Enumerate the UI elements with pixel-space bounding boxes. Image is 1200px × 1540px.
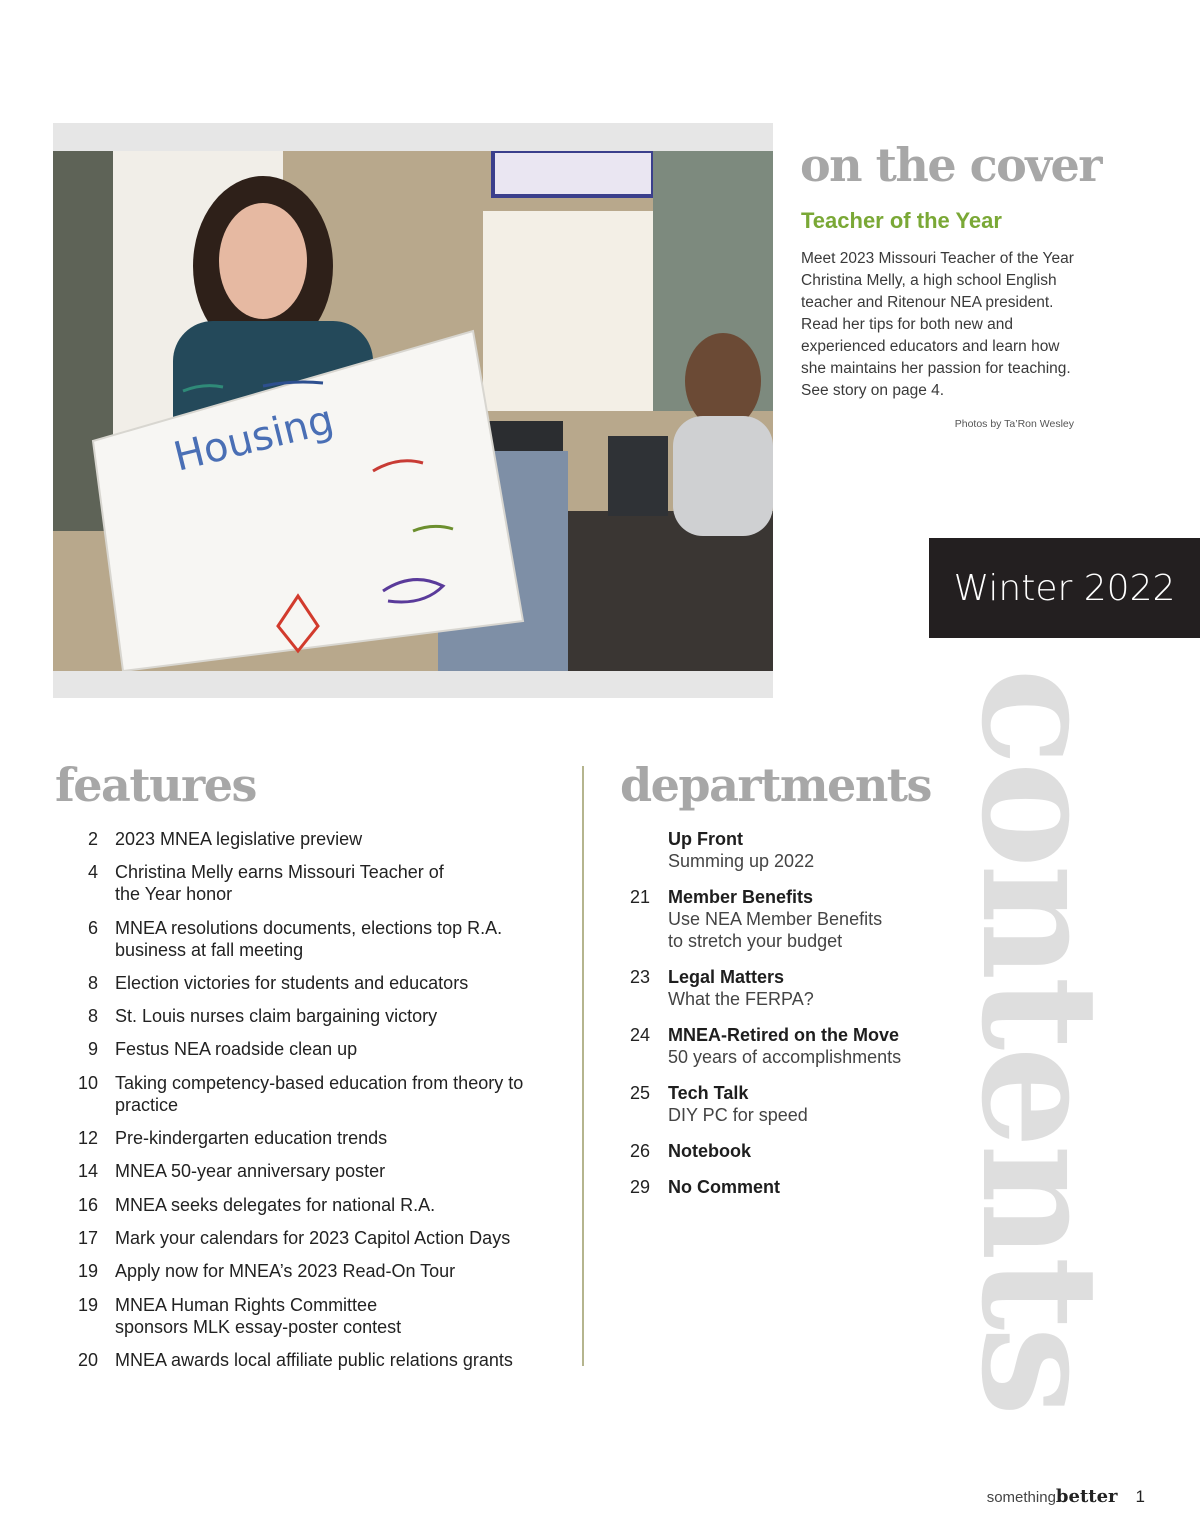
feature-page: 14 bbox=[77, 1161, 98, 1182]
feature-item[interactable] bbox=[60, 1160, 560, 1182]
department-page bbox=[612, 828, 668, 872]
cover-story-description: Meet 2023 Missouri Teacher of the Year Christina Melly, a high school English teacher and Ritenour NEA president. Read her tips for both new and experienced educators and learn how she maintains her passion for teaching. See story on page 4. bbox=[801, 250, 1074, 399]
issue-badge bbox=[929, 538, 1200, 638]
column-divider bbox=[582, 766, 584, 1366]
issue-label: Winter 2022 bbox=[953, 567, 1176, 609]
department-item[interactable] bbox=[612, 886, 922, 952]
feature-page: 6 bbox=[87, 917, 98, 938]
department-title: Legal Matters bbox=[668, 967, 785, 987]
department-page: 21 bbox=[629, 887, 650, 907]
feature-page: 19 bbox=[77, 1294, 98, 1315]
on-the-cover-heading: on the cover bbox=[800, 138, 1102, 192]
feature-item[interactable] bbox=[60, 1260, 560, 1282]
feature-item[interactable] bbox=[60, 1038, 560, 1060]
feature-title: MNEA Human Rights Committee sponsors MLK essay-poster contest bbox=[115, 1294, 402, 1337]
feature-page: 12 bbox=[77, 1128, 98, 1149]
department-description: What the FERPA? bbox=[668, 989, 814, 1009]
photo-credit: Photos by Ta’Ron Wesley bbox=[954, 418, 1074, 430]
feature-item[interactable] bbox=[60, 1349, 560, 1371]
feature-title: MNEA resolutions documents, elections top R.A. business at fall meeting bbox=[115, 917, 503, 960]
contents-word: contents bbox=[946, 668, 1134, 1413]
department-item[interactable] bbox=[612, 966, 922, 1010]
feature-item[interactable] bbox=[60, 1227, 560, 1249]
department-page: 23 bbox=[629, 967, 650, 987]
feature-page: 20 bbox=[77, 1349, 98, 1370]
department-page: 25 bbox=[629, 1083, 650, 1103]
features-list bbox=[60, 828, 560, 1382]
feature-title: Christina Melly earns Missouri Teacher of the Year honor bbox=[115, 862, 444, 905]
department-item[interactable] bbox=[612, 1140, 922, 1162]
departments-heading: departments bbox=[620, 758, 931, 812]
department-description: Summing up 2022 bbox=[668, 851, 815, 871]
department-page: 24 bbox=[629, 1025, 650, 1045]
feature-item[interactable] bbox=[60, 828, 560, 850]
department-description: DIY PC for speed bbox=[668, 1105, 808, 1125]
feature-item[interactable] bbox=[60, 1005, 560, 1027]
cover-story-title: Teacher of the Year bbox=[801, 208, 1002, 233]
department-title: No Comment bbox=[668, 1177, 780, 1197]
department-description: Use NEA Member Benefits to stretch your budget bbox=[668, 909, 883, 951]
feature-title: Apply now for MNEA’s 2023 Read-On Tour bbox=[115, 1261, 456, 1282]
feature-title: MNEA 50-year anniversary poster bbox=[115, 1161, 386, 1182]
feature-title: MNEA seeks delegates for national R.A. bbox=[115, 1194, 436, 1215]
department-title: Notebook bbox=[668, 1141, 751, 1161]
department-title: Member Benefits bbox=[668, 887, 814, 907]
departments-list bbox=[612, 828, 922, 1212]
cover-photo-frame bbox=[53, 123, 773, 698]
cover-photo-illustration bbox=[53, 151, 773, 671]
feature-page: 16 bbox=[77, 1194, 98, 1215]
department-item[interactable] bbox=[612, 828, 922, 872]
department-description: 50 years of accomplishments bbox=[668, 1047, 902, 1067]
feature-page: 19 bbox=[77, 1261, 98, 1282]
feature-title: Pre-kindergarten education trends bbox=[115, 1128, 388, 1149]
feature-title: 2023 MNEA legislative preview bbox=[115, 829, 363, 849]
department-title: Tech Talk bbox=[668, 1083, 749, 1103]
feature-page: 17 bbox=[77, 1227, 98, 1248]
feature-item[interactable] bbox=[60, 972, 560, 994]
feature-item[interactable] bbox=[60, 917, 560, 961]
department-title: MNEA-Retired on the Move bbox=[668, 1025, 900, 1045]
feature-page: 8 bbox=[87, 972, 98, 993]
feature-page: 8 bbox=[87, 1006, 98, 1027]
page-number: 1 bbox=[1135, 1487, 1145, 1506]
department-title: Up Front bbox=[668, 829, 743, 849]
department-item[interactable] bbox=[612, 1082, 922, 1126]
feature-page: 10 bbox=[77, 1072, 98, 1093]
page-footer bbox=[987, 1486, 1145, 1507]
footer-brand-bold: better bbox=[1055, 1486, 1118, 1507]
feature-item[interactable] bbox=[60, 1127, 560, 1149]
feature-page: 4 bbox=[87, 862, 98, 883]
department-page: 29 bbox=[629, 1177, 650, 1197]
feature-item[interactable] bbox=[60, 1294, 560, 1338]
cover-photo bbox=[53, 151, 773, 671]
features-heading: features bbox=[55, 758, 256, 812]
footer-brand-light: something bbox=[986, 1489, 1056, 1506]
department-item[interactable] bbox=[612, 1024, 922, 1068]
feature-title: MNEA awards local affiliate public relations grants bbox=[115, 1349, 513, 1370]
feature-title: St. Louis nurses claim bargaining victory bbox=[115, 1006, 438, 1027]
feature-item[interactable] bbox=[60, 1194, 560, 1216]
feature-item[interactable] bbox=[60, 1072, 560, 1116]
poster-word: Housing bbox=[169, 396, 339, 481]
feature-page: 9 bbox=[87, 1039, 98, 1060]
feature-item[interactable] bbox=[60, 861, 560, 905]
feature-title: Election victories for students and educators bbox=[115, 972, 469, 993]
department-item[interactable] bbox=[612, 1176, 922, 1198]
feature-page: 2 bbox=[87, 829, 98, 849]
feature-title: Mark your calendars for 2023 Capitol Action Days bbox=[115, 1227, 511, 1248]
feature-title: Festus NEA roadside clean up bbox=[115, 1039, 358, 1060]
feature-title: Taking competency-based education from theory to practice bbox=[115, 1072, 524, 1115]
department-page: 26 bbox=[629, 1141, 650, 1161]
